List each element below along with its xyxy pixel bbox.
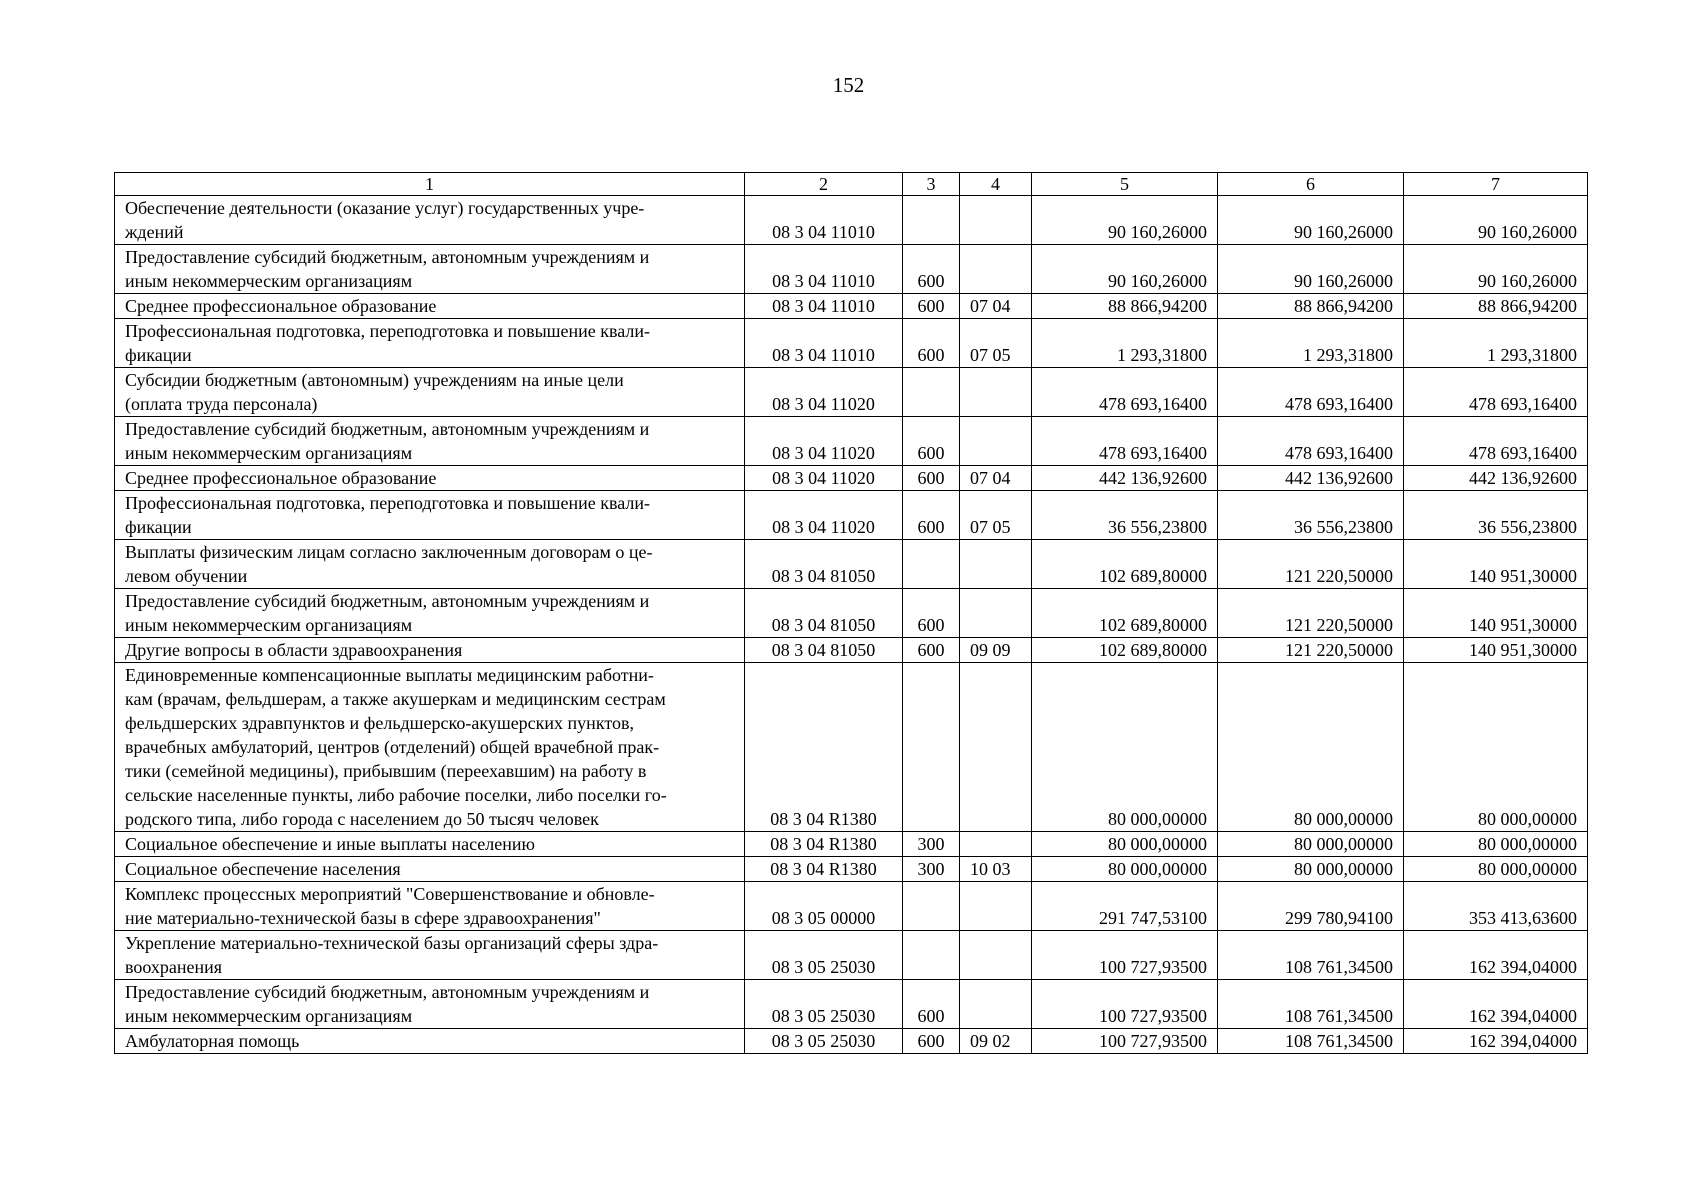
row-value-cell: 36 556,23800 (1218, 491, 1404, 540)
row-name-cell: Комплекс процессных мероприятий "Совершенствование и обновле- ние материально-технической базы в сфере здравоохранения" (115, 882, 745, 931)
row-value-cell: 442 136,92600 (1218, 466, 1404, 491)
row-name-cell: Выплаты физическим лицам согласно заключенным договорам о це- левом обучении (115, 540, 745, 589)
row-type-cell: 300 (903, 857, 960, 882)
row-type-cell: 600 (903, 491, 960, 540)
row-value-cell: 80 000,00000 (1218, 832, 1404, 857)
row-section-cell (960, 589, 1032, 638)
row-section-cell (960, 882, 1032, 931)
row-value-cell: 80 000,00000 (1032, 832, 1218, 857)
row-name-cell: Предоставление субсидий бюджетным, автономным учреждениям и иным некоммерческим организациям (115, 980, 745, 1029)
row-section-cell (960, 980, 1032, 1029)
row-code-cell: 08 3 04 11020 (745, 417, 903, 466)
row-value-cell: 121 220,50000 (1218, 589, 1404, 638)
row-type-cell: 600 (903, 245, 960, 294)
row-value-cell: 162 394,04000 (1404, 1029, 1588, 1054)
row-type-cell: 600 (903, 466, 960, 491)
table-row (115, 319, 1588, 368)
table-row (115, 491, 1588, 540)
row-name-cell: Социальное обеспечение и иные выплаты населению (115, 832, 745, 857)
row-value-cell: 90 160,26000 (1404, 196, 1588, 245)
row-value-cell: 299 780,94100 (1218, 882, 1404, 931)
row-code-cell: 08 3 05 25030 (745, 931, 903, 980)
row-value-cell: 1 293,31800 (1404, 319, 1588, 368)
table-row (115, 638, 1588, 663)
row-name-cell: Предоставление субсидий бюджетным, автономным учреждениям и иным некоммерческим организациям (115, 245, 745, 294)
row-section-cell: 07 05 (960, 491, 1032, 540)
row-name-cell: Другие вопросы в области здравоохранения (115, 638, 745, 663)
row-code-cell: 08 3 04 11010 (745, 196, 903, 245)
row-value-cell: 108 761,34500 (1218, 931, 1404, 980)
row-section-cell: 07 04 (960, 466, 1032, 491)
row-type-cell (903, 368, 960, 417)
row-name-cell: Социальное обеспечение населения (115, 857, 745, 882)
row-section-cell (960, 540, 1032, 589)
row-value-cell: 478 693,16400 (1404, 368, 1588, 417)
table-row (115, 417, 1588, 466)
column-header: 4 (960, 173, 1032, 196)
row-section-cell (960, 417, 1032, 466)
row-section-cell (960, 931, 1032, 980)
row-name-cell: Профессиональная подготовка, переподготовка и повышение квали- фикации (115, 319, 745, 368)
header-row (115, 173, 1588, 196)
row-type-cell: 600 (903, 294, 960, 319)
table-row (115, 663, 1588, 832)
row-value-cell: 478 693,16400 (1032, 417, 1218, 466)
row-name-cell: Предоставление субсидий бюджетным, автономным учреждениям и иным некоммерческим организациям (115, 589, 745, 638)
row-value-cell: 90 160,26000 (1404, 245, 1588, 294)
row-section-cell: 09 09 (960, 638, 1032, 663)
row-value-cell: 140 951,30000 (1404, 589, 1588, 638)
row-type-cell: 600 (903, 417, 960, 466)
row-value-cell: 1 293,31800 (1218, 319, 1404, 368)
row-code-cell: 08 3 05 25030 (745, 980, 903, 1029)
row-value-cell: 90 160,26000 (1218, 245, 1404, 294)
row-section-cell: 09 02 (960, 1029, 1032, 1054)
row-section-cell (960, 196, 1032, 245)
column-header: 3 (903, 173, 960, 196)
row-name-cell: Субсидии бюджетным (автономным) учреждениям на иные цели (оплата труда персонала) (115, 368, 745, 417)
row-value-cell: 291 747,53100 (1032, 882, 1218, 931)
row-value-cell: 1 293,31800 (1032, 319, 1218, 368)
table-row (115, 368, 1588, 417)
row-type-cell (903, 196, 960, 245)
row-value-cell: 80 000,00000 (1032, 857, 1218, 882)
row-value-cell: 100 727,93500 (1032, 980, 1218, 1029)
row-value-cell: 108 761,34500 (1218, 1029, 1404, 1054)
table-row (115, 589, 1588, 638)
row-value-cell: 36 556,23800 (1404, 491, 1588, 540)
row-type-cell (903, 882, 960, 931)
row-value-cell: 80 000,00000 (1218, 663, 1404, 832)
table-row (115, 245, 1588, 294)
row-code-cell: 08 3 04 11010 (745, 319, 903, 368)
column-header: 7 (1404, 173, 1588, 196)
row-type-cell (903, 931, 960, 980)
row-name-cell: Обеспечение деятельности (оказание услуг) государственных учре- ждений (115, 196, 745, 245)
row-value-cell: 140 951,30000 (1404, 540, 1588, 589)
row-type-cell: 300 (903, 832, 960, 857)
row-code-cell: 08 3 04 R1380 (745, 857, 903, 882)
row-section-cell: 10 03 (960, 857, 1032, 882)
row-value-cell: 442 136,92600 (1032, 466, 1218, 491)
row-value-cell: 90 160,26000 (1032, 196, 1218, 245)
row-type-cell (903, 540, 960, 589)
row-value-cell: 478 693,16400 (1218, 368, 1404, 417)
page-number: 152 (832, 73, 865, 97)
row-code-cell: 08 3 04 11020 (745, 491, 903, 540)
row-value-cell: 102 689,80000 (1032, 638, 1218, 663)
row-value-cell: 102 689,80000 (1032, 589, 1218, 638)
row-section-cell (960, 245, 1032, 294)
row-code-cell: 08 3 04 81050 (745, 638, 903, 663)
row-code-cell: 08 3 04 11020 (745, 466, 903, 491)
row-code-cell: 08 3 04 11010 (745, 245, 903, 294)
row-code-cell: 08 3 04 81050 (745, 589, 903, 638)
column-header: 2 (745, 173, 903, 196)
row-value-cell: 80 000,00000 (1404, 832, 1588, 857)
row-value-cell: 162 394,04000 (1404, 931, 1588, 980)
row-code-cell: 08 3 05 00000 (745, 882, 903, 931)
column-header: 6 (1218, 173, 1404, 196)
row-value-cell: 80 000,00000 (1218, 857, 1404, 882)
row-value-cell: 162 394,04000 (1404, 980, 1588, 1029)
row-value-cell: 80 000,00000 (1404, 857, 1588, 882)
row-type-cell: 600 (903, 589, 960, 638)
row-value-cell: 36 556,23800 (1032, 491, 1218, 540)
table-row (115, 540, 1588, 589)
row-value-cell: 90 160,26000 (1032, 245, 1218, 294)
table-row (115, 294, 1588, 319)
row-value-cell: 90 160,26000 (1218, 196, 1404, 245)
row-value-cell: 108 761,34500 (1218, 980, 1404, 1029)
column-header: 5 (1032, 173, 1218, 196)
table-row (115, 931, 1588, 980)
row-code-cell: 08 3 04 11020 (745, 368, 903, 417)
row-type-cell: 600 (903, 638, 960, 663)
row-name-cell: Предоставление субсидий бюджетным, автономным учреждениям и иным некоммерческим организациям (115, 417, 745, 466)
row-name-cell: Среднее профессиональное образование (115, 466, 745, 491)
row-value-cell: 80 000,00000 (1032, 663, 1218, 832)
row-section-cell (960, 663, 1032, 832)
row-name-cell: Профессиональная подготовка, переподготовка и повышение квали- фикации (115, 491, 745, 540)
table-row (115, 857, 1588, 882)
row-section-cell: 07 05 (960, 319, 1032, 368)
row-type-cell: 600 (903, 319, 960, 368)
table-row (115, 980, 1588, 1029)
row-type-cell: 600 (903, 1029, 960, 1054)
column-header: 1 (115, 173, 745, 196)
row-value-cell: 442 136,92600 (1404, 466, 1588, 491)
row-value-cell: 121 220,50000 (1218, 540, 1404, 589)
row-type-cell: 600 (903, 980, 960, 1029)
row-value-cell: 80 000,00000 (1404, 663, 1588, 832)
row-value-cell: 478 693,16400 (1032, 368, 1218, 417)
budget-table (114, 172, 1588, 1054)
row-type-cell (903, 663, 960, 832)
row-value-cell: 100 727,93500 (1032, 931, 1218, 980)
table-row (115, 832, 1588, 857)
row-value-cell: 88 866,94200 (1218, 294, 1404, 319)
row-name-cell: Амбулаторная помощь (115, 1029, 745, 1054)
row-name-cell: Единовременные компенсационные выплаты медицинским работни- кам (врачам, фельдшерам, а также акушеркам и медицинским сестрам фельдшерских здравпунктов и фельдшерско-акушерских пунктов, врачебных амбулаторий, центров (отделений) общей врачебной прак- тики (семейной медицины), прибывшим (переехавшим) на работу в сельские населенные пункты, либо рабочие поселки, либо поселки го- родского типа, либо города с населением до 50 тысяч человек (115, 663, 745, 832)
row-section-cell: 07 04 (960, 294, 1032, 319)
table-row (115, 466, 1588, 491)
table-row (115, 1029, 1588, 1054)
table-row (115, 882, 1588, 931)
row-section-cell (960, 832, 1032, 857)
row-code-cell: 08 3 04 R1380 (745, 832, 903, 857)
row-value-cell: 102 689,80000 (1032, 540, 1218, 589)
row-value-cell: 100 727,93500 (1032, 1029, 1218, 1054)
row-code-cell: 08 3 04 81050 (745, 540, 903, 589)
table-body (115, 196, 1588, 1054)
row-code-cell: 08 3 04 R1380 (745, 663, 903, 832)
row-value-cell: 478 693,16400 (1404, 417, 1588, 466)
row-name-cell: Укрепление материально-технической базы организаций сферы здра- воохранения (115, 931, 745, 980)
table-row (115, 196, 1588, 245)
row-value-cell: 88 866,94200 (1032, 294, 1218, 319)
row-code-cell: 08 3 04 11010 (745, 294, 903, 319)
row-value-cell: 88 866,94200 (1404, 294, 1588, 319)
row-value-cell: 353 413,63600 (1404, 882, 1588, 931)
row-value-cell: 140 951,30000 (1404, 638, 1588, 663)
row-code-cell: 08 3 05 25030 (745, 1029, 903, 1054)
row-value-cell: 121 220,50000 (1218, 638, 1404, 663)
row-value-cell: 478 693,16400 (1218, 417, 1404, 466)
row-name-cell: Среднее профессиональное образование (115, 294, 745, 319)
row-section-cell (960, 368, 1032, 417)
